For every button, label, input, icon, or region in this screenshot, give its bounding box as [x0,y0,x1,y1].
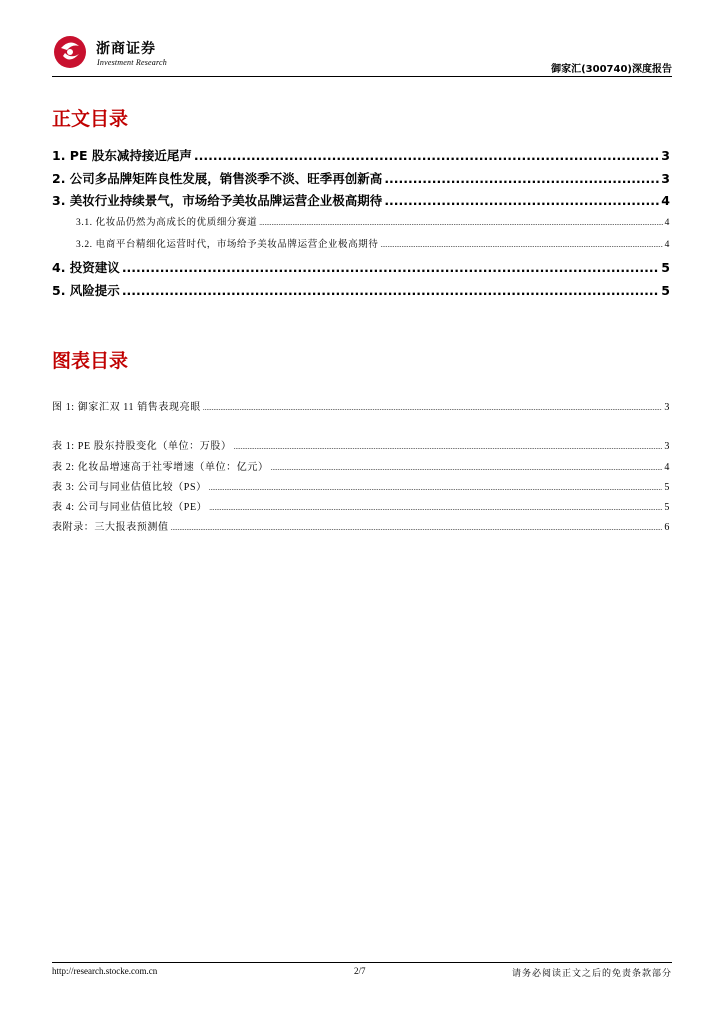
toc-leader-dots [259,219,662,227]
toc-item-text: 5. 风险提示 [52,283,120,298]
zheshang-logo-icon [52,34,88,70]
figure-list-item[interactable] [52,518,670,533]
toc-item-text: 2. 公司多品牌矩阵良性发展，销售淡季不淡、旺季再创新高 [52,171,383,186]
toc-leader-dots [384,193,659,208]
figures-title: 图表目录 [52,350,129,372]
report-tag: 御家汇(300740)深度报告 [551,64,672,75]
toc-leader-dots [234,443,663,451]
figure-item-text: 表 4: 公司与同业估值比较（PE） [52,502,208,513]
figure-item-page: 5 [664,502,670,513]
toc-item-text: 4. 投资建议 [52,260,120,275]
figure-item-page: 3 [664,402,670,413]
toc-leader-dots [122,260,659,275]
toc-item-text: 3. 美妆行业持续景气，市场给予美妆品牌运营企业极高期待 [52,193,383,208]
logo-text-en: Investment Research [97,58,167,67]
toc-leader-dots [203,404,663,412]
toc-item-page: 5 [661,260,670,275]
disclaimer-note: 请务必阅读正文之后的免责条款部分 [511,968,672,978]
toc-leader-dots [171,524,663,532]
toc-leader-dots [271,464,663,472]
toc-item[interactable] [52,191,670,209]
toc-item[interactable] [52,169,670,187]
toc-title: 正文目录 [52,108,129,130]
toc-item[interactable] [52,281,670,299]
toc-leader-dots [122,283,659,298]
header-divider [52,76,672,77]
figure-item-text: 表附录：三大报表预测值 [52,522,169,533]
toc-item-text: 3.1. 化妆品仍然为高成长的优质细分赛道 [76,218,258,228]
figure-item-text: 表 1: PE 股东持股变化（单位：万股） [52,441,232,452]
toc-item-text: 3.2. 电商平台精细化运营时代，市场给予美妆品牌运营企业极高期待 [76,240,379,250]
figure-list-item[interactable] [52,458,670,473]
figure-item-page: 5 [664,482,670,493]
toc-item-page: 3 [661,171,670,186]
figure-item-page: 3 [664,441,670,452]
toc-item-text: 1. PE 股东减持接近尾声 [52,148,192,163]
toc-leader-dots [209,504,662,512]
toc-leader-dots [380,241,662,249]
figure-list-item[interactable] [52,398,670,413]
figure-list-item[interactable] [52,478,670,493]
figure-item-page: 6 [664,522,670,533]
toc-item-page: 4 [664,218,670,228]
figure-item-text: 表 3: 公司与同业估值比较（PS） [52,482,207,493]
figure-item-text: 图 1: 御家汇双 11 销售表现亮眼 [52,402,201,413]
page-number: 2/7 [354,966,366,976]
figure-item-page: 4 [664,462,670,473]
footer-divider [52,962,672,963]
toc-leader-dots [384,171,659,186]
toc-leader-dots [209,484,663,492]
figure-list-item[interactable] [52,498,670,513]
logo-text-cn: 浙商证券 [96,41,156,57]
toc-subitem[interactable] [76,214,670,228]
toc-item-page: 4 [664,240,670,250]
toc-subitem[interactable] [76,236,670,250]
footer-url-link[interactable]: http://research.stocke.com.cn [52,966,158,976]
toc-item[interactable] [52,258,670,276]
toc-leader-dots [194,148,659,163]
toc-item-page: 3 [661,148,670,163]
page-header [52,32,672,76]
company-logo [52,34,182,70]
figure-item-text: 表 2: 化妆品增速高于社零增速（单位：亿元） [52,462,269,473]
figure-list-item[interactable] [52,437,670,452]
toc-item[interactable] [52,146,670,164]
toc-item-page: 5 [661,283,670,298]
toc-item-page: 4 [661,193,670,208]
